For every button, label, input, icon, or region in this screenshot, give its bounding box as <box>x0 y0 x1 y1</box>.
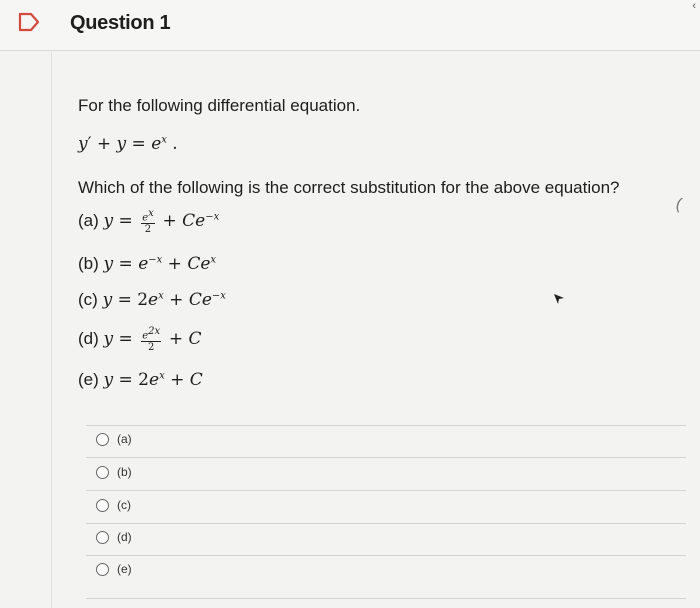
choice-label: (b) <box>78 254 99 273</box>
divider <box>86 523 686 524</box>
option-c[interactable] <box>96 498 131 512</box>
option-label: (d) <box>117 530 132 544</box>
radio-button[interactable] <box>96 499 109 512</box>
option-label: (a) <box>117 432 132 446</box>
divider <box>51 50 52 608</box>
choice-label: (d) <box>78 329 99 349</box>
divider <box>86 555 686 556</box>
radio-button[interactable] <box>96 433 109 446</box>
question-title: Question 1 <box>70 12 171 34</box>
question-prompt: Which of the following is the correct substitution for the above equation? <box>78 178 620 197</box>
option-label: (e) <box>117 562 132 576</box>
choice-label: (a) <box>78 211 99 231</box>
choice-a: (a) y = $\frac{e^x}{2}$ + $Ce^{-x}$ <box>78 208 220 236</box>
divider <box>86 490 686 491</box>
option-d[interactable] <box>96 530 132 544</box>
cursor-mark: ( <box>674 195 684 214</box>
divider <box>86 425 686 426</box>
choice-label: (c) <box>78 290 98 309</box>
choice-label: (e) <box>78 370 99 389</box>
divider <box>86 457 686 458</box>
option-e[interactable] <box>96 562 132 576</box>
choice-b: (b) $y = e^{-x} + Ce^x$ <box>78 254 217 274</box>
cursor-icon <box>553 292 565 310</box>
question-intro: For the following differential equation. <box>78 96 361 115</box>
option-b[interactable] <box>96 465 132 479</box>
radio-button[interactable] <box>96 563 109 576</box>
differential-equation: $y' + y = e^x$ . <box>78 134 178 154</box>
flag-icon[interactable] <box>16 10 42 34</box>
option-a[interactable] <box>96 432 132 446</box>
radio-button[interactable] <box>96 466 109 479</box>
option-label: (b) <box>117 465 132 479</box>
divider <box>86 598 686 599</box>
choice-d: (d) y = $\frac{e^{2x}}{2}$ + C <box>78 326 202 354</box>
option-label: (c) <box>117 498 131 512</box>
radio-button[interactable] <box>96 531 109 544</box>
choice-e: (e) $y = 2e^x + C$ <box>78 370 203 390</box>
edge-marks: ‹ <box>692 0 696 12</box>
question-header <box>0 0 700 51</box>
choice-c: (c) $y = 2e^x + Ce^{-x}$ <box>78 290 226 310</box>
